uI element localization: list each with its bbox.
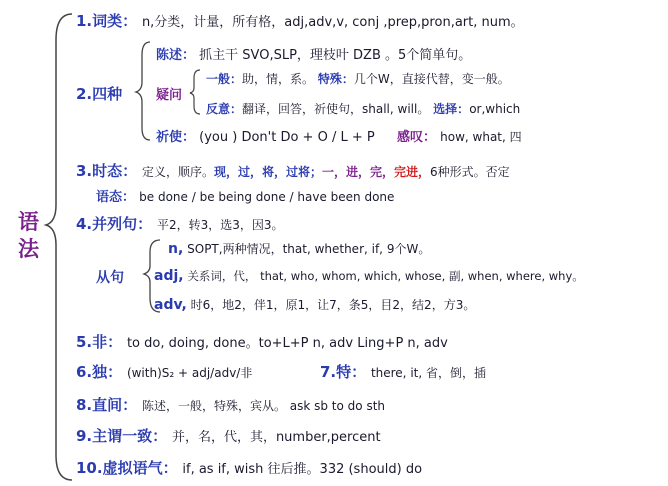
shitai-text-2: 现，过，将，过将； xyxy=(213,165,322,179)
congju-adj-label: adj, xyxy=(154,268,184,284)
qishi-text: (you ) Don't Do + O / L + P xyxy=(199,130,375,145)
congju-adv-row xyxy=(154,296,475,313)
congju-n-row xyxy=(168,240,430,257)
root-label-char-1: 语 xyxy=(18,209,39,234)
item-number: 8. xyxy=(76,396,93,414)
congju-adj-row xyxy=(154,268,584,284)
fanyi-label: 反意： xyxy=(206,102,243,116)
item-10 xyxy=(76,457,422,478)
shitai-text-1: 定义，顺序。 xyxy=(141,165,214,179)
yutai-text: be done / be being done / have been done xyxy=(139,190,395,204)
item-4 xyxy=(76,213,283,234)
congju-adv-text: 时6，地2，伴1，原1，让7，条5，目2，结2，方3。 xyxy=(190,298,476,312)
item-6 xyxy=(76,361,252,382)
item-title: 时态： xyxy=(92,162,138,180)
item-title: 特： xyxy=(336,363,367,381)
shitai-text-5: 6种形式。否定 xyxy=(430,165,510,179)
item-title: 并列句： xyxy=(92,215,153,233)
congju-label: 从句 xyxy=(96,270,124,286)
item-title: 四种 xyxy=(92,85,123,103)
fanyi-text: 翻译，回答，祈使句，shall, will。 xyxy=(242,102,430,116)
congju-adj-text: 关系词，代， that, who, whom, which, whose, 副, when, where, why。 xyxy=(187,269,584,283)
root-label-char-2: 法 xyxy=(18,236,39,261)
item-title: 词类： xyxy=(92,12,138,30)
item-2 xyxy=(76,83,122,104)
item-7 xyxy=(320,361,486,382)
item-title: 主谓一致： xyxy=(92,427,168,445)
item-title: 独： xyxy=(92,363,123,381)
item-title: 虚拟语气： xyxy=(102,459,178,477)
chenshu-text: 抓主干 SVO,SLP，理枝叶 DZB 。5个简单句。 xyxy=(199,48,472,63)
item-number: 10. xyxy=(76,459,103,477)
item-text: 并，名，代，其，number,percent xyxy=(171,430,381,445)
item-number: 7. xyxy=(320,363,337,381)
teshu-text: 几个W，直接代替，变一般。 xyxy=(353,72,510,86)
item-text: if, as if, wish 往后推。332 (should) do xyxy=(182,462,423,477)
qishi-label: 祈使： xyxy=(156,130,196,145)
item-number: 6. xyxy=(76,363,93,381)
item-number: 4. xyxy=(76,215,93,233)
item-number: 9. xyxy=(76,427,93,445)
item-8 xyxy=(76,394,385,415)
yiban-text: 助，情，系。 xyxy=(242,72,315,86)
item-title: 直间： xyxy=(92,396,138,414)
yutai-row xyxy=(96,186,394,205)
xuanze-label: 选择： xyxy=(433,102,470,116)
yiwen-row-2 xyxy=(206,100,520,117)
qishi-row xyxy=(156,126,522,145)
shitai-text-3: 一，进，完， xyxy=(321,165,394,179)
yiwen-row-1 xyxy=(206,70,510,87)
congju-n-text: SOPT,两种情况，that, whether, if, 9个W。 xyxy=(187,242,431,256)
xuanze-text: or,which xyxy=(469,102,521,116)
congju-n-label: n, xyxy=(168,241,184,257)
yutai-label: 语态： xyxy=(96,190,136,205)
item-number: 5. xyxy=(76,333,93,351)
item-text: 平2，转3，选3，因3。 xyxy=(156,218,284,232)
item-text: (with)S₂ + adj/adv/非 xyxy=(126,366,253,380)
item-text: there, it, 省，倒，插 xyxy=(370,366,486,380)
item-text: 陈述，一般，特殊，宾从。 ask sb to do sth xyxy=(141,399,386,413)
item-number: 2. xyxy=(76,85,93,103)
gantan-text: how, what, 四 xyxy=(440,130,522,144)
yiban-label: 一般： xyxy=(206,72,243,86)
item-1 xyxy=(76,10,524,31)
yiwen-label: 疑问 xyxy=(156,88,183,103)
item-9 xyxy=(76,425,381,446)
item-5 xyxy=(76,331,448,352)
congju-adv-label: adv, xyxy=(154,297,187,313)
root-label xyxy=(18,208,39,262)
gantan-label: 感叹： xyxy=(396,130,436,145)
teshu-label: 特殊： xyxy=(317,72,354,86)
shitai-text-4: 完进， xyxy=(393,165,430,179)
chenshu-row xyxy=(156,44,471,63)
item-text: n,分类，计量，所有格，adj,adv,v, conj ,prep,pron,art, num。 xyxy=(141,15,524,30)
chenshu-label: 陈述： xyxy=(156,48,196,63)
item-text: to do, doing, done。to+L+P n, adv Ling+P n, adv xyxy=(126,336,448,351)
item-title: 非： xyxy=(92,333,123,351)
item-number: 1. xyxy=(76,12,93,30)
item-number: 3. xyxy=(76,162,93,180)
item-3 xyxy=(76,160,510,181)
